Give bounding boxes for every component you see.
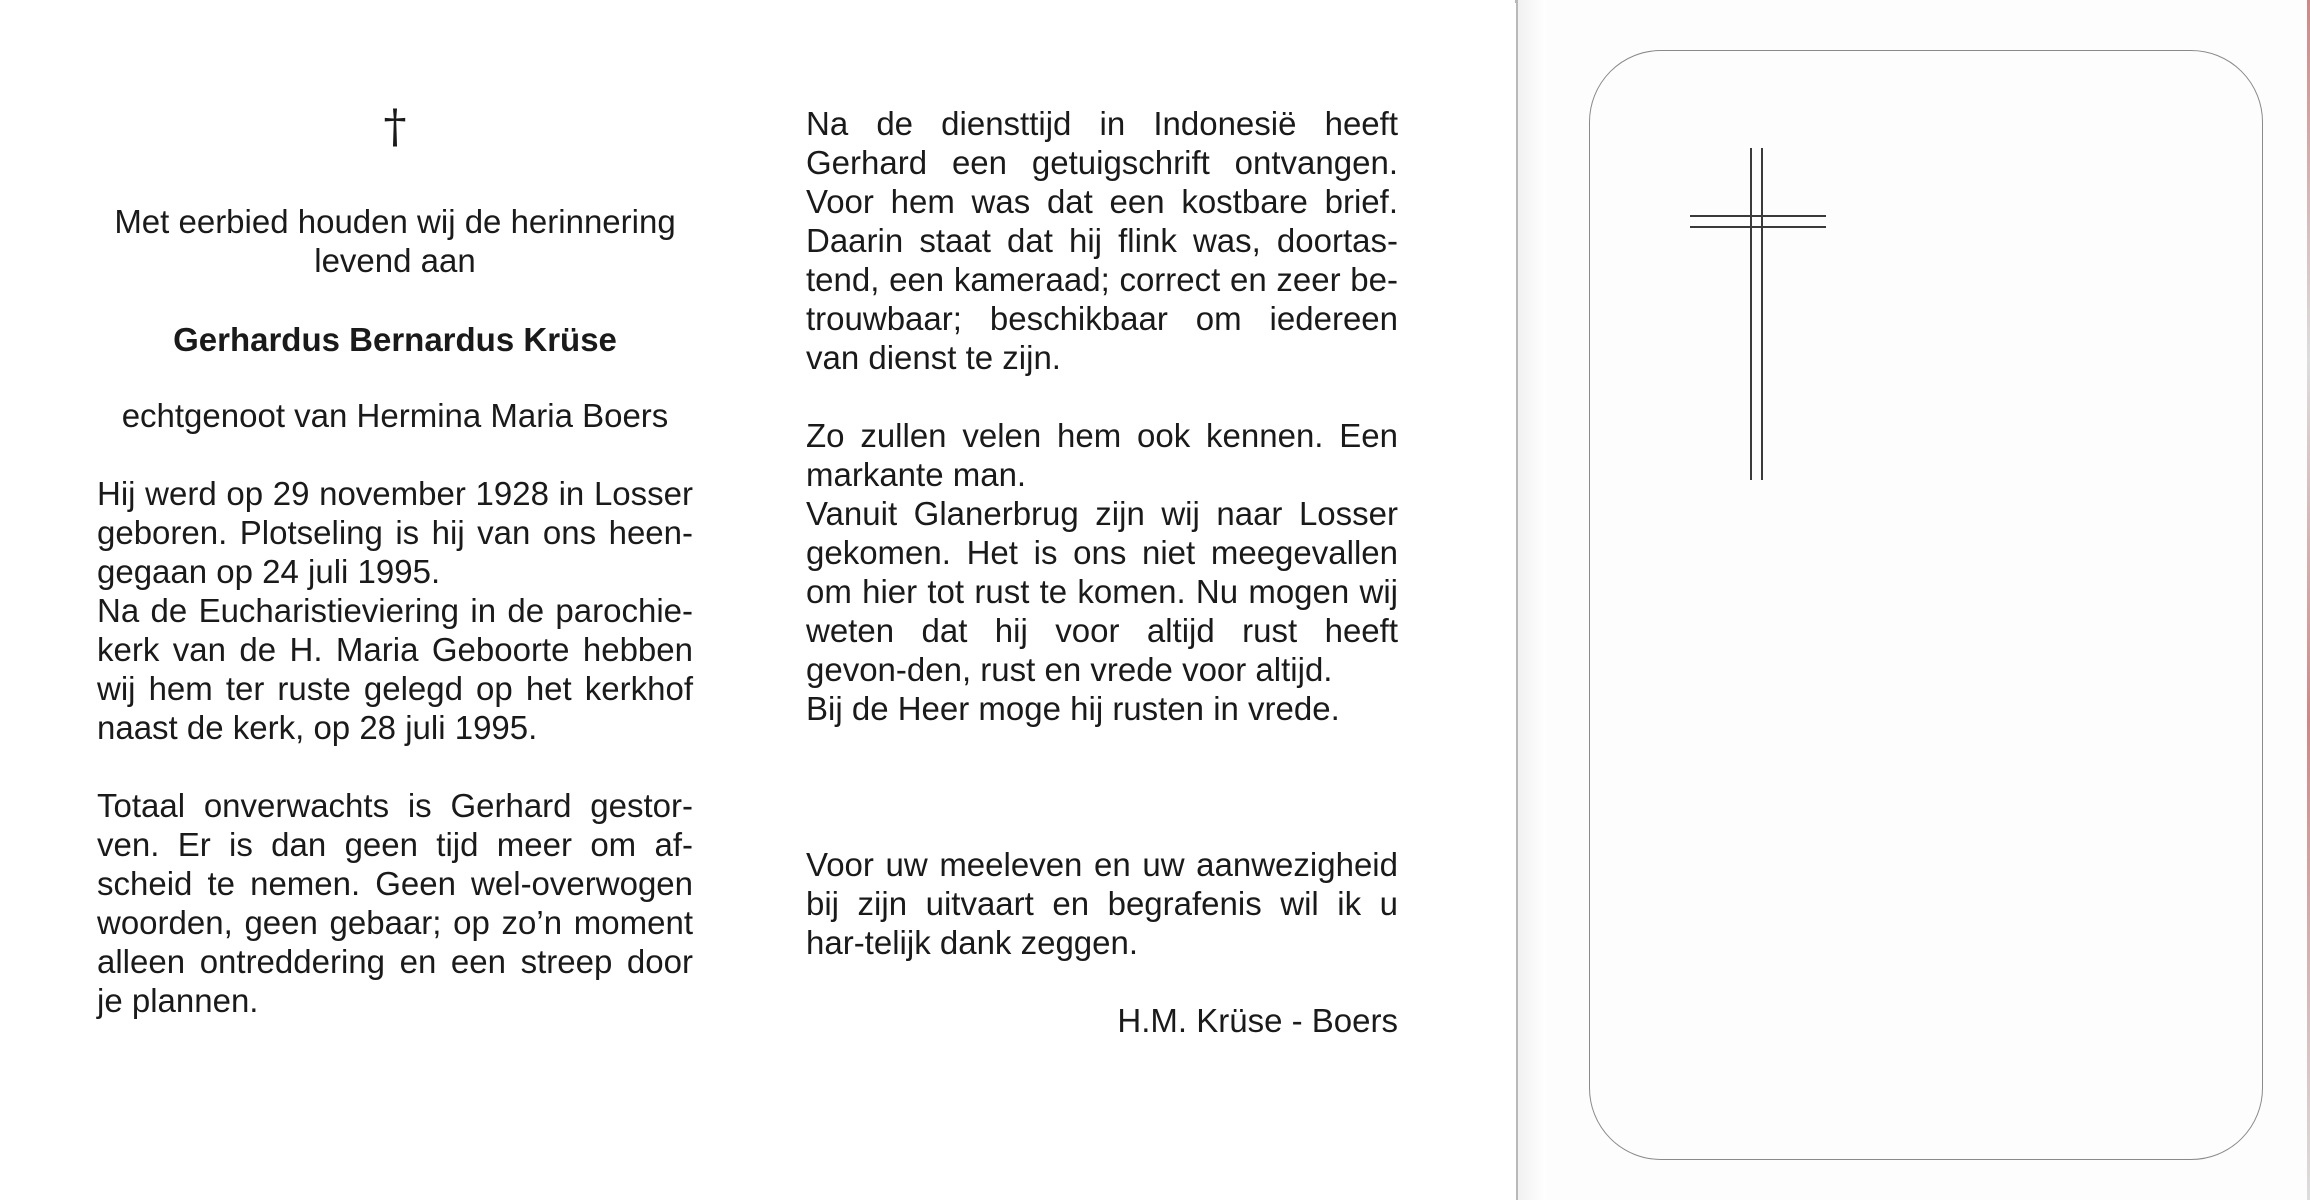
prayer-line: Bij de Heer moge hij rusten in vrede. — [806, 690, 1340, 727]
birth-death-paragraph: Hij werd op 29 november 1928 in Losser geboren. Plotseling is hij van ons heen-gegaan op 24 juli 1995. — [97, 475, 693, 590]
cross-icon — [1690, 148, 1826, 480]
intro-line-2: levend aan — [314, 242, 476, 279]
deceased-name: Gerhardus Bernardus Krüse — [173, 321, 617, 358]
thanks-paragraph: Voor uw meeleven en uw aanwezigheid bij zijn uitvaart en begrafenis wil ik u har-telijk dank zeggen. — [806, 846, 1398, 961]
service-paragraph: Na de diensttijd in Indonesië heeft Gerhard een getuigschrift ontvangen. Voor hem was dat een kostbare brief. Daarin staat dat hij flink was, doortas-tend, een kameraad; correct en zeer be-trouwbaar; beschikbaar om iedereen van dienst te zijn. — [806, 105, 1398, 376]
small-cross-icon: † — [383, 99, 407, 153]
middle-text-column — [806, 104, 1398, 1040]
burial-paragraph: Na de Eucharistieviering in de parochie-kerk van de H. Maria Geboorte hebben wij hem ter ruste gelegd op het kerkhof naast de kerk, op 28 juli 1995. — [97, 592, 693, 746]
home-paragraph: Vanuit Glanerbrug zijn wij naar Losser gekomen. Het is ons niet meegevallen om hier tot rust te komen. Nu mogen wij weten dat hij voor altijd rust heeft gevon-den, rust en vrede voor altijd. — [806, 495, 1398, 688]
signature: H.M. Krüse - Boers — [1117, 1002, 1398, 1039]
tribute-paragraph: Totaal onverwachts is Gerhard gestor-ven. Er is dan geen tijd meer om af-scheid te nemen. Geen wel-overwogen woorden, geen gebaar; op zo’n moment alleen ontreddering en een streep door je plannen. — [97, 787, 693, 1019]
fold-shadow — [1518, 0, 1546, 1200]
spouse-line: echtgenoot van Hermina Maria Boers — [121, 397, 669, 434]
intro-line-1: Met eerbied houden wij de herinnering — [114, 203, 676, 240]
left-text-column — [97, 100, 693, 1020]
character-paragraph: Zo zullen velen hem ook kennen. Een markante man. — [806, 417, 1398, 493]
